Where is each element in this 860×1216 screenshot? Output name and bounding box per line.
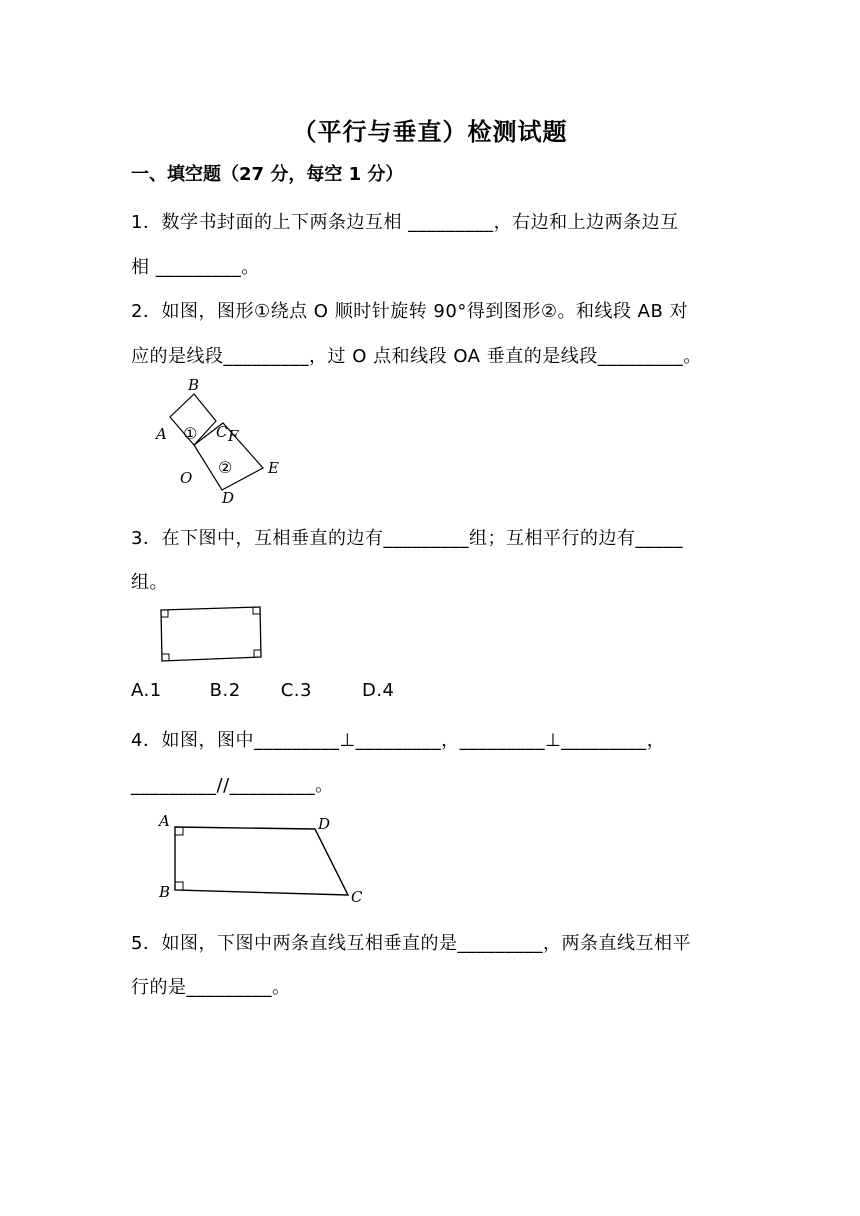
- section-heading-fill-blanks: 一、填空题（27 分，每空 1 分）: [131, 164, 404, 185]
- question-3-line-2: 组。: [131, 572, 168, 593]
- label-B: B: [159, 883, 171, 901]
- trapezoid-outline: [175, 827, 348, 895]
- right-angle-mark-tr: [253, 607, 260, 614]
- label-B: B: [188, 376, 200, 394]
- shape-1-marker: ①: [183, 424, 198, 443]
- question-2-line-2: 应的是线段_________，过 O 点和线段 OA 垂直的是线段_________。: [131, 346, 702, 367]
- label-O: O: [180, 469, 193, 487]
- trapezoid-figure: [155, 810, 365, 908]
- right-angle-mark-bl: [162, 654, 169, 661]
- label-F: F: [228, 427, 239, 445]
- label-D: D: [222, 489, 235, 507]
- rectangle-outline: [161, 607, 261, 661]
- question-4-line-1: 4．如图，图中_________⊥_________，_________⊥_________，: [131, 730, 666, 751]
- shape-2-marker: ②: [218, 458, 233, 477]
- option-d: D.4: [361, 680, 395, 701]
- question-1-line-2: 相 _________。: [131, 257, 260, 278]
- option-c: C.3: [280, 680, 312, 701]
- label-C: C: [351, 888, 363, 906]
- option-b: B.2: [209, 680, 241, 701]
- label-A: A: [159, 812, 170, 830]
- label-E: E: [268, 459, 279, 477]
- label-D: D: [318, 815, 331, 833]
- question-3-options: [131, 680, 395, 701]
- label-A: A: [156, 425, 167, 443]
- label-C: C: [216, 423, 228, 441]
- right-angle-mark-tl: [161, 610, 168, 617]
- right-angle-mark-b: [175, 882, 183, 890]
- question-1-line-1: 1．数学书封面的上下两条边互相 _________，右边和上边两条边互: [131, 212, 679, 233]
- question-4-line-2: _________//_________。: [131, 775, 334, 796]
- option-a: A.1: [131, 680, 162, 701]
- question-5-line-2: 行的是_________。: [131, 977, 291, 998]
- right-angle-mark-br: [254, 650, 261, 657]
- page-title: （平行与垂直）检测试题: [292, 118, 568, 146]
- rotation-figure: [150, 375, 290, 510]
- right-angle-mark-a: [175, 827, 183, 835]
- question-3-line-1: 3．在下图中，互相垂直的边有_________组；互相平行的边有_____: [131, 528, 683, 549]
- question-2-line-1: 2．如图，图形①绕点 O 顺时针旋转 90°得到图形②。和线段 AB 对: [131, 301, 689, 322]
- rectangle-figure: [155, 600, 267, 668]
- question-5-line-1: 5．如图，下图中两条直线互相垂直的是_________，两条直线互相平: [131, 933, 691, 954]
